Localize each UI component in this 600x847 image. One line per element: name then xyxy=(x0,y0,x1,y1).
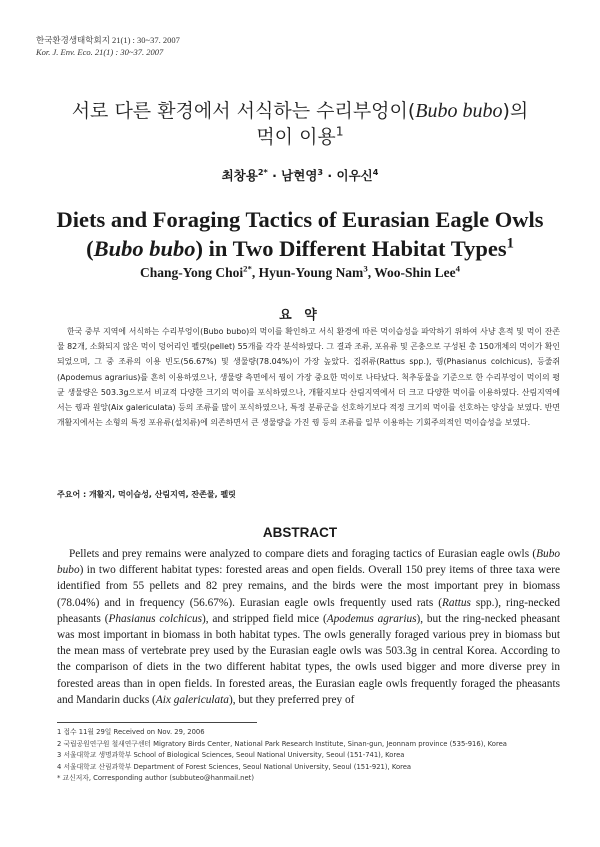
footnote-1: 1 접수 11월 29일 Received on Nov. 29, 2006 xyxy=(57,728,205,736)
abstract-english xyxy=(57,546,560,708)
author-en-sep: , xyxy=(367,265,375,280)
abstract-en-text: ), but the ring-necked pheasant was most important in biomass in both habitat types. The owls generally foraged various prey in biomass but the mean mass of vertebrate prey used by the Eurasian eagle owls was 503.3g in central Korea. According to the comparison of diets in the two different habitat types, the owls used bigger and more diverse prey in forested areas than in open fields. In forested areas, the Eurasian eagle owls frequently foraged the pheasants and Mandarin ducks ( xyxy=(57,612,560,706)
author-separator: · xyxy=(272,168,277,183)
authors-english xyxy=(0,265,600,281)
author-en-1-mark: 2* xyxy=(243,263,252,274)
abstract-en-species: Phasianus colchicus xyxy=(108,612,203,625)
footnote-4: 4 서울대학교 산림과학부 Department of Forest Sciences, Seoul National University, Seoul (151-921), Korea xyxy=(57,762,412,771)
title-en-species: Bubo bubo xyxy=(93,236,196,261)
abstract-en-species: Rattus xyxy=(442,596,471,609)
abstract-en-text: spp.), ring-necked pheasants ( xyxy=(57,596,561,625)
author-ko-3: 이우신 xyxy=(336,168,373,183)
author-ko-1: 최창용 xyxy=(221,168,258,183)
author-en-1: Chang-Yong Choi xyxy=(139,265,244,280)
author-ko-3-mark: 4 xyxy=(372,166,379,177)
authors-korean xyxy=(0,166,600,184)
abstract-en-text: Pellets and prey remains were analyzed to compare diets and foraging tactics of Eurasian eagle owls ( xyxy=(69,548,537,560)
title-english xyxy=(20,205,580,263)
author-en-3: Woo-Shin Lee xyxy=(374,265,456,280)
footnote-divider xyxy=(57,722,257,723)
abstract-heading-ko: 요 약 xyxy=(279,308,321,323)
journal-citation xyxy=(36,34,180,58)
title-en-line1: Diets and Foraging Tactics of Eurasian Eagle Owls xyxy=(56,207,544,232)
author-en-sep: , xyxy=(251,265,259,280)
author-en-2-mark: 3 xyxy=(363,263,368,274)
title-korean xyxy=(30,98,570,150)
author-ko-2: 남현영 xyxy=(281,168,318,183)
footnote-2: 2 국립공원연구원 철새연구센터 Migratory Birds Center, National Park Research Institute, Sinan-gun, Jeonnam province (535-916), Korea xyxy=(57,739,507,748)
title-en-footnote-mark: 1 xyxy=(506,235,514,252)
abstract-korean: 한국 중부 지역에 서식하는 수리부엉이(Bubo bubo)의 먹이를 확인하고 서식 환경에 따른 먹이습성을 파악하기 위하여 사냥 흔적 및 먹이 잔존물 82개, 소화되지 않은 먹이 덩어리인 펠릿(pellet) 55개를 각각 분석하였다. 그 결과 조류, 포유류 및 곤충으로 구성된 총 150개체의 먹이가 확인되었으며, 그 중 조류의 이용 빈도(56.67%) 및 생물량(78.04%)이 가장 높았다. 집쥐류(Rattus spp.), 꿩(Phasianus colchicus), 등줄쥐(Apodemus agrarius)를 흔히 이용하였으나, 생물량 측면에서 꿩이 가장 중요한 먹이로 나타났다. 척추동물을 기준으로 한 수리부엉이 먹이의 평균 생물량은 503.3g으로서 비교적 다양한 크기의 먹이를 포식하였으나, 개활지보다 산림지역에서 더 크고 다양한 먹이를 이용하였다. 산림지역에서는 꿩과 원앙(Aix galericulata) 등의 조류를 많이 포식하였으나, 특정 분류군을 선호하기보다 적정 크기의 먹이를 선호하는 양상을 보였다. 반면 개활지에서는 소형의 특정 포유류(설치류)에 의존하면서 큰 생물량을 가진 꿩 등의 조류를 일부 이용하는 기회주의적인 먹이습성을 보였다. xyxy=(57,327,560,428)
author-en-3-mark: 4 xyxy=(455,263,460,274)
title-ko-part3: 먹이 이용 xyxy=(256,126,336,148)
keywords: 주요어 : 개활지, 먹이습성, 산림지역, 잔존물, 펠릿 xyxy=(57,490,236,499)
title-en-open: ( xyxy=(86,236,94,261)
footnotes xyxy=(57,727,560,785)
author-en-2: Hyun-Young Nam xyxy=(258,265,364,280)
abstract-en-text: ), but they preferred prey of xyxy=(228,693,355,706)
journal-citation-ko: 한국환경생태학회지 21(1) : 30~37. 2007 xyxy=(36,35,180,45)
abstract-heading-en: ABSTRACT xyxy=(262,525,338,540)
abstract-en-text: ) in two different habitat types: forested areas and open fields. Overall 150 prey items of three taxa were identified from 55 pellets and 82 prey remains, and the birds were the most important prey in biomass (78.04%) and in frequency (56.67%). Eurasian eagle owls frequently used rats ( xyxy=(57,564,560,609)
abstract-en-species: Apodemus agrarius xyxy=(326,612,417,625)
journal-citation-en: Kor. J. Env. Eco. 21(1) : 30~37. 2007 xyxy=(36,47,164,57)
abstract-en-species: Bubo bubo xyxy=(57,548,560,577)
author-ko-2-mark: 3 xyxy=(317,166,324,177)
author-separator: · xyxy=(327,168,333,183)
title-ko-part1: 서로 다른 환경에서 서식하는 수리부엉이( xyxy=(71,100,416,122)
abstract-en-text: ), and stripped field mice ( xyxy=(202,612,327,625)
footnote-3: 3 서울대학교 생명과학부 School of Biological Sciences, Seoul National University, Seoul (151-741), Korea xyxy=(57,751,405,760)
title-ko-part2: )의 xyxy=(502,100,529,122)
abstract-en-species: Aix galericulata xyxy=(155,693,229,706)
title-ko-species: Bubo bubo xyxy=(415,100,503,122)
author-ko-1-mark: 2* xyxy=(257,166,268,177)
footnote-corresponding: * 교신저자, Corresponding author (subbuteo@hanmail.net) xyxy=(57,774,254,783)
title-ko-footnote-mark: 1 xyxy=(335,124,344,139)
title-en-line2: ) in Two Different Habitat Types xyxy=(195,236,507,261)
